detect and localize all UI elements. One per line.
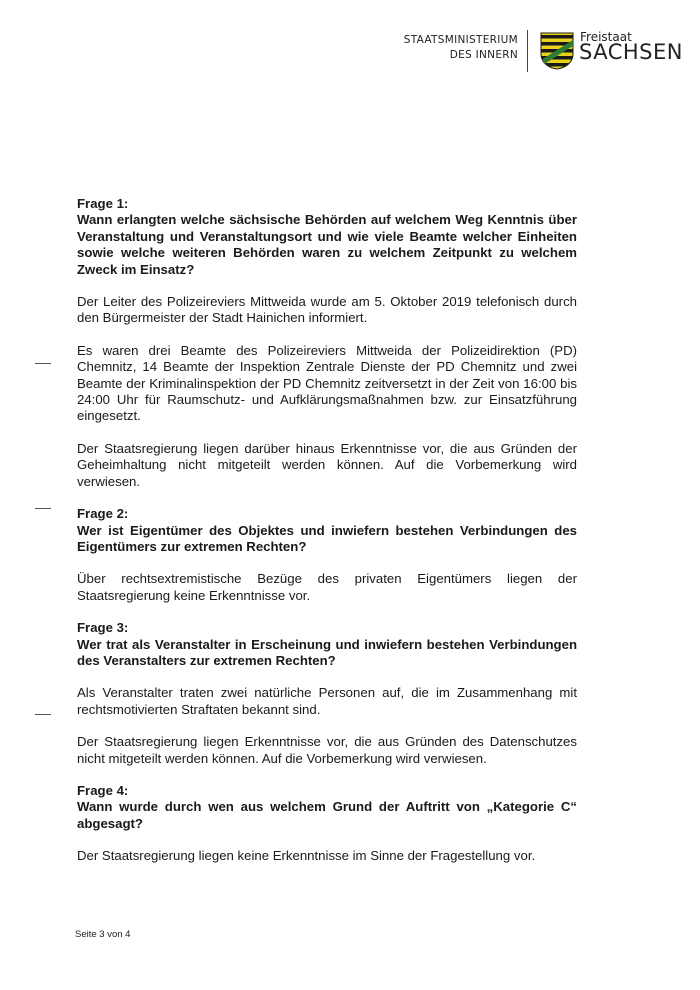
answer-paragraph: Als Veranstalter traten zwei natürliche Personen auf, die im Zusammenhang mit rechtsmotivierten Straftaten bekannt sind.	[77, 685, 577, 717]
answer-paragraph: Es waren drei Beamte des Polizeireviers Mittweida der Polizeidirektion (PD) Chemnitz, 14 Beamte der Inspektion Zentrale Dienste der PD Chemnitz und zwei Beamte der Kriminalinspektion der PD Chemnitz zeitversetzt in der Zeit von 16:00 bis 24:00 Uhr für Raumschutz- und Aufklärungsmaßnahmen bzw. zur Einsatzführung eingesetzt.	[77, 342, 577, 424]
question-block	[77, 196, 577, 278]
question-text: Wer ist Eigentümer des Objektes und inwiefern bestehen Verbindungen des Eigentümers zur extremen Rechten?	[77, 522, 577, 554]
ministry-line-2: DES INNERN	[449, 49, 518, 61]
margin-mark	[35, 508, 51, 509]
question-block	[77, 620, 577, 669]
question-block	[77, 506, 577, 555]
question-label: Frage 2:	[77, 506, 129, 522]
freistaat-label: Freistaat	[580, 30, 632, 44]
question-text: Wann wurde durch wen aus welchem Grund der Auftritt von „Kategorie C“ abgesagt?	[77, 799, 577, 831]
answer-paragraph: Der Staatsregierung liegen Erkenntnisse vor, die aus Gründen des Datenschutzes nicht mitgeteilt werden können. Auf die Vorbemerkung wird verwiesen.	[77, 734, 577, 766]
answer-paragraph: Der Staatsregierung liegen darüber hinaus Erkenntnisse vor, die aus Gründen der Geheimhaltung nicht mitgeteilt werden können. Auf die Vorbemerkung wird verwiesen.	[77, 440, 577, 489]
page-number: Seite 3 von 4	[75, 929, 131, 940]
answer-paragraph: Der Staatsregierung liegen keine Erkenntnisse im Sinne der Fragestellung vor.	[77, 848, 536, 864]
margin-mark	[35, 363, 51, 364]
header-divider	[527, 30, 528, 72]
answer-paragraph: Über rechtsextremistische Bezüge des privaten Eigentümers liegen der Staatsregierung keine Erkenntnisse vor.	[77, 571, 577, 603]
question-text: Wann erlangten welche sächsische Behörden auf welchem Weg Kenntnis über Veranstaltung und Veranstaltungsort und wie viele Beamte welcher Einheiten sowie welche weiteren Behörden waren zu welchem Zeitpunkt zu welchem Zweck im Einsatz?	[77, 212, 577, 277]
document-body	[77, 196, 577, 881]
sachsen-label: SACHSEN	[579, 40, 683, 64]
question-label: Frage 4:	[77, 782, 129, 798]
coat-of-arms-icon	[540, 32, 574, 70]
question-label: Frage 3:	[77, 620, 129, 636]
question-text: Wer trat als Veranstalter in Erscheinung und inwiefern bestehen Verbindungen des Veranstalters zur extremen Rechten?	[77, 636, 577, 668]
ministry-name	[404, 33, 518, 63]
answer-paragraph: Der Leiter des Polizeireviers Mittweida wurde am 5. Oktober 2019 telefonisch durch den Bürgermeister der Stadt Hainichen informiert.	[77, 294, 577, 326]
ministry-line-1: STAATSMINISTERIUM	[403, 34, 518, 46]
margin-mark	[35, 714, 51, 715]
question-block	[77, 783, 577, 832]
question-label: Frage 1:	[77, 196, 129, 211]
